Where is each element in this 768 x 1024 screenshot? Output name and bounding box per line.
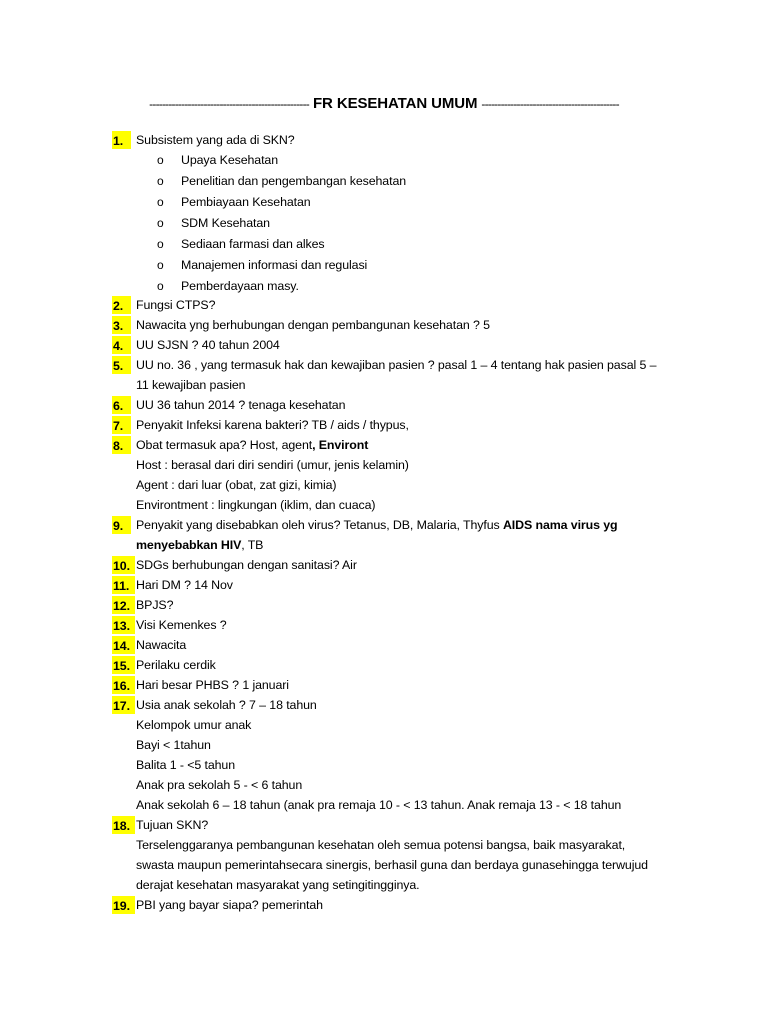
bullet-marker: o (157, 237, 164, 251)
item-number: 19. (112, 896, 135, 914)
bullet-marker: o (157, 153, 164, 167)
item-number: 16. (112, 676, 135, 694)
item-question-part: Penyakit yang disebabkan oleh virus? Tetanus, DB, Malaria, Thyfus (136, 518, 503, 532)
item-number: 1. (112, 131, 131, 149)
item-question: Usia anak sekolah ? 7 – 18 tahun (136, 698, 317, 712)
item-question: Tujuan SKN? (136, 818, 209, 832)
item-number: 7. (112, 416, 131, 434)
item-question (136, 435, 368, 455)
item-detail: Anak pra sekolah 5 - < 6 tahun (136, 778, 303, 792)
list-item: Penelitian dan pengembangan kesehatan (181, 174, 407, 188)
item-number: 6. (112, 396, 131, 414)
item-number: 5. (112, 356, 131, 374)
bullet-marker: o (157, 216, 164, 230)
list-item: Pembiayaan Kesehatan (181, 195, 311, 209)
list-item: Pemberdayaan masy. (181, 279, 299, 293)
item-detail: Agent : dari luar (obat, zat gizi, kimia) (136, 478, 337, 492)
item-detail: swasta maupun pemerintahsecara sinergis, berhasil guna dan berdaya gunasehingga terwujud (136, 858, 648, 872)
item-detail: derajat kesehatan masyarakat yang setingitingginya. (136, 878, 420, 892)
list-item: Manajemen informasi dan regulasi (181, 258, 368, 272)
list-item: Upaya Kesehatan (181, 153, 279, 167)
item-question: Subsistem yang ada di SKN? (136, 133, 295, 147)
item-detail: Anak sekolah 6 – 18 tahun (anak pra remaja 10 - < 13 tahun. Anak remaja 13 - < 18 tahun (136, 798, 622, 812)
item-detail: Bayi < 1tahun (136, 738, 211, 752)
item-question: Visi Kemenkes ? (136, 618, 227, 632)
item-question: Hari DM ? 14 Nov (136, 578, 233, 592)
item-number: 4. (112, 336, 131, 354)
item-number: 2. (112, 296, 131, 314)
item-detail: Balita 1 - <5 tahun (136, 758, 236, 772)
item-question: PBI yang bayar siapa? pemerintah (136, 898, 323, 912)
item-detail: Environtment : lingkungan (iklim, dan cuaca) (136, 498, 376, 512)
item-question-part: AIDS nama virus yg (502, 518, 618, 532)
item-number: 8. (112, 436, 131, 454)
item-question-continuation: 11 kewajiban pasien (136, 378, 246, 392)
page-title: FR KESEHATAN UMUM (312, 95, 478, 112)
item-question-part: , Environt (312, 438, 369, 452)
item-number: 13. (112, 616, 135, 634)
item-question-part: Obat termasuk apa? Host, agent (136, 438, 313, 452)
item-question-continuation (136, 535, 263, 555)
bullet-marker: o (157, 195, 164, 209)
item-question: SDGs berhubungan dengan sanitasi? Air (136, 558, 357, 572)
item-question (136, 515, 618, 535)
list-item: SDM Kesehatan (181, 216, 270, 230)
item-question-part: menyebabkan HIV (136, 538, 242, 552)
item-question: Perilaku cerdik (136, 658, 216, 672)
title-dashes-right: ------------------------------------------- (481, 97, 619, 111)
item-question-part: , TB (241, 538, 264, 552)
item-question: Nawacita yng berhubungan dengan pembangunan kesehatan ? 5 (136, 318, 490, 332)
item-question: Nawacita (136, 638, 187, 652)
item-number: 17. (112, 696, 135, 714)
item-number: 10. (112, 556, 135, 574)
item-question: Fungsi CTPS? (136, 298, 216, 312)
item-detail: Host : berasal dari diri sendiri (umur, jenis kelamin) (136, 458, 409, 472)
title-dashes-left: -------------------------------------------------- (149, 97, 309, 111)
item-question: Penyakit Infeksi karena bakteri? TB / aids / thypus, (136, 418, 409, 432)
page-title-row (0, 93, 768, 115)
item-number: 9. (112, 516, 131, 534)
item-number: 15. (112, 656, 135, 674)
item-question: UU no. 36 , yang termasuk hak dan kewajiban pasien ? pasal 1 – 4 tentang hak pasien pasal 5 – (136, 358, 657, 372)
item-question: Hari besar PHBS ? 1 januari (136, 678, 289, 692)
bullet-marker: o (157, 174, 164, 188)
item-number: 3. (112, 316, 131, 334)
list-item: Sediaan farmasi dan alkes (181, 237, 325, 251)
item-detail: Kelompok umur anak (136, 718, 252, 732)
bullet-marker: o (157, 279, 164, 293)
item-number: 14. (112, 636, 135, 654)
item-question: UU SJSN ? 40 tahun 2004 (136, 338, 280, 352)
item-number: 18. (112, 816, 135, 834)
item-question: UU 36 tahun 2014 ? tenaga kesehatan (136, 398, 346, 412)
item-number: 11. (112, 576, 135, 594)
item-detail: Terselenggaranya pembangunan kesehatan oleh semua potensi bangsa, baik masyarakat, (136, 838, 626, 852)
bullet-marker: o (157, 258, 164, 272)
item-number: 12. (112, 596, 135, 614)
item-question: BPJS? (136, 598, 174, 612)
